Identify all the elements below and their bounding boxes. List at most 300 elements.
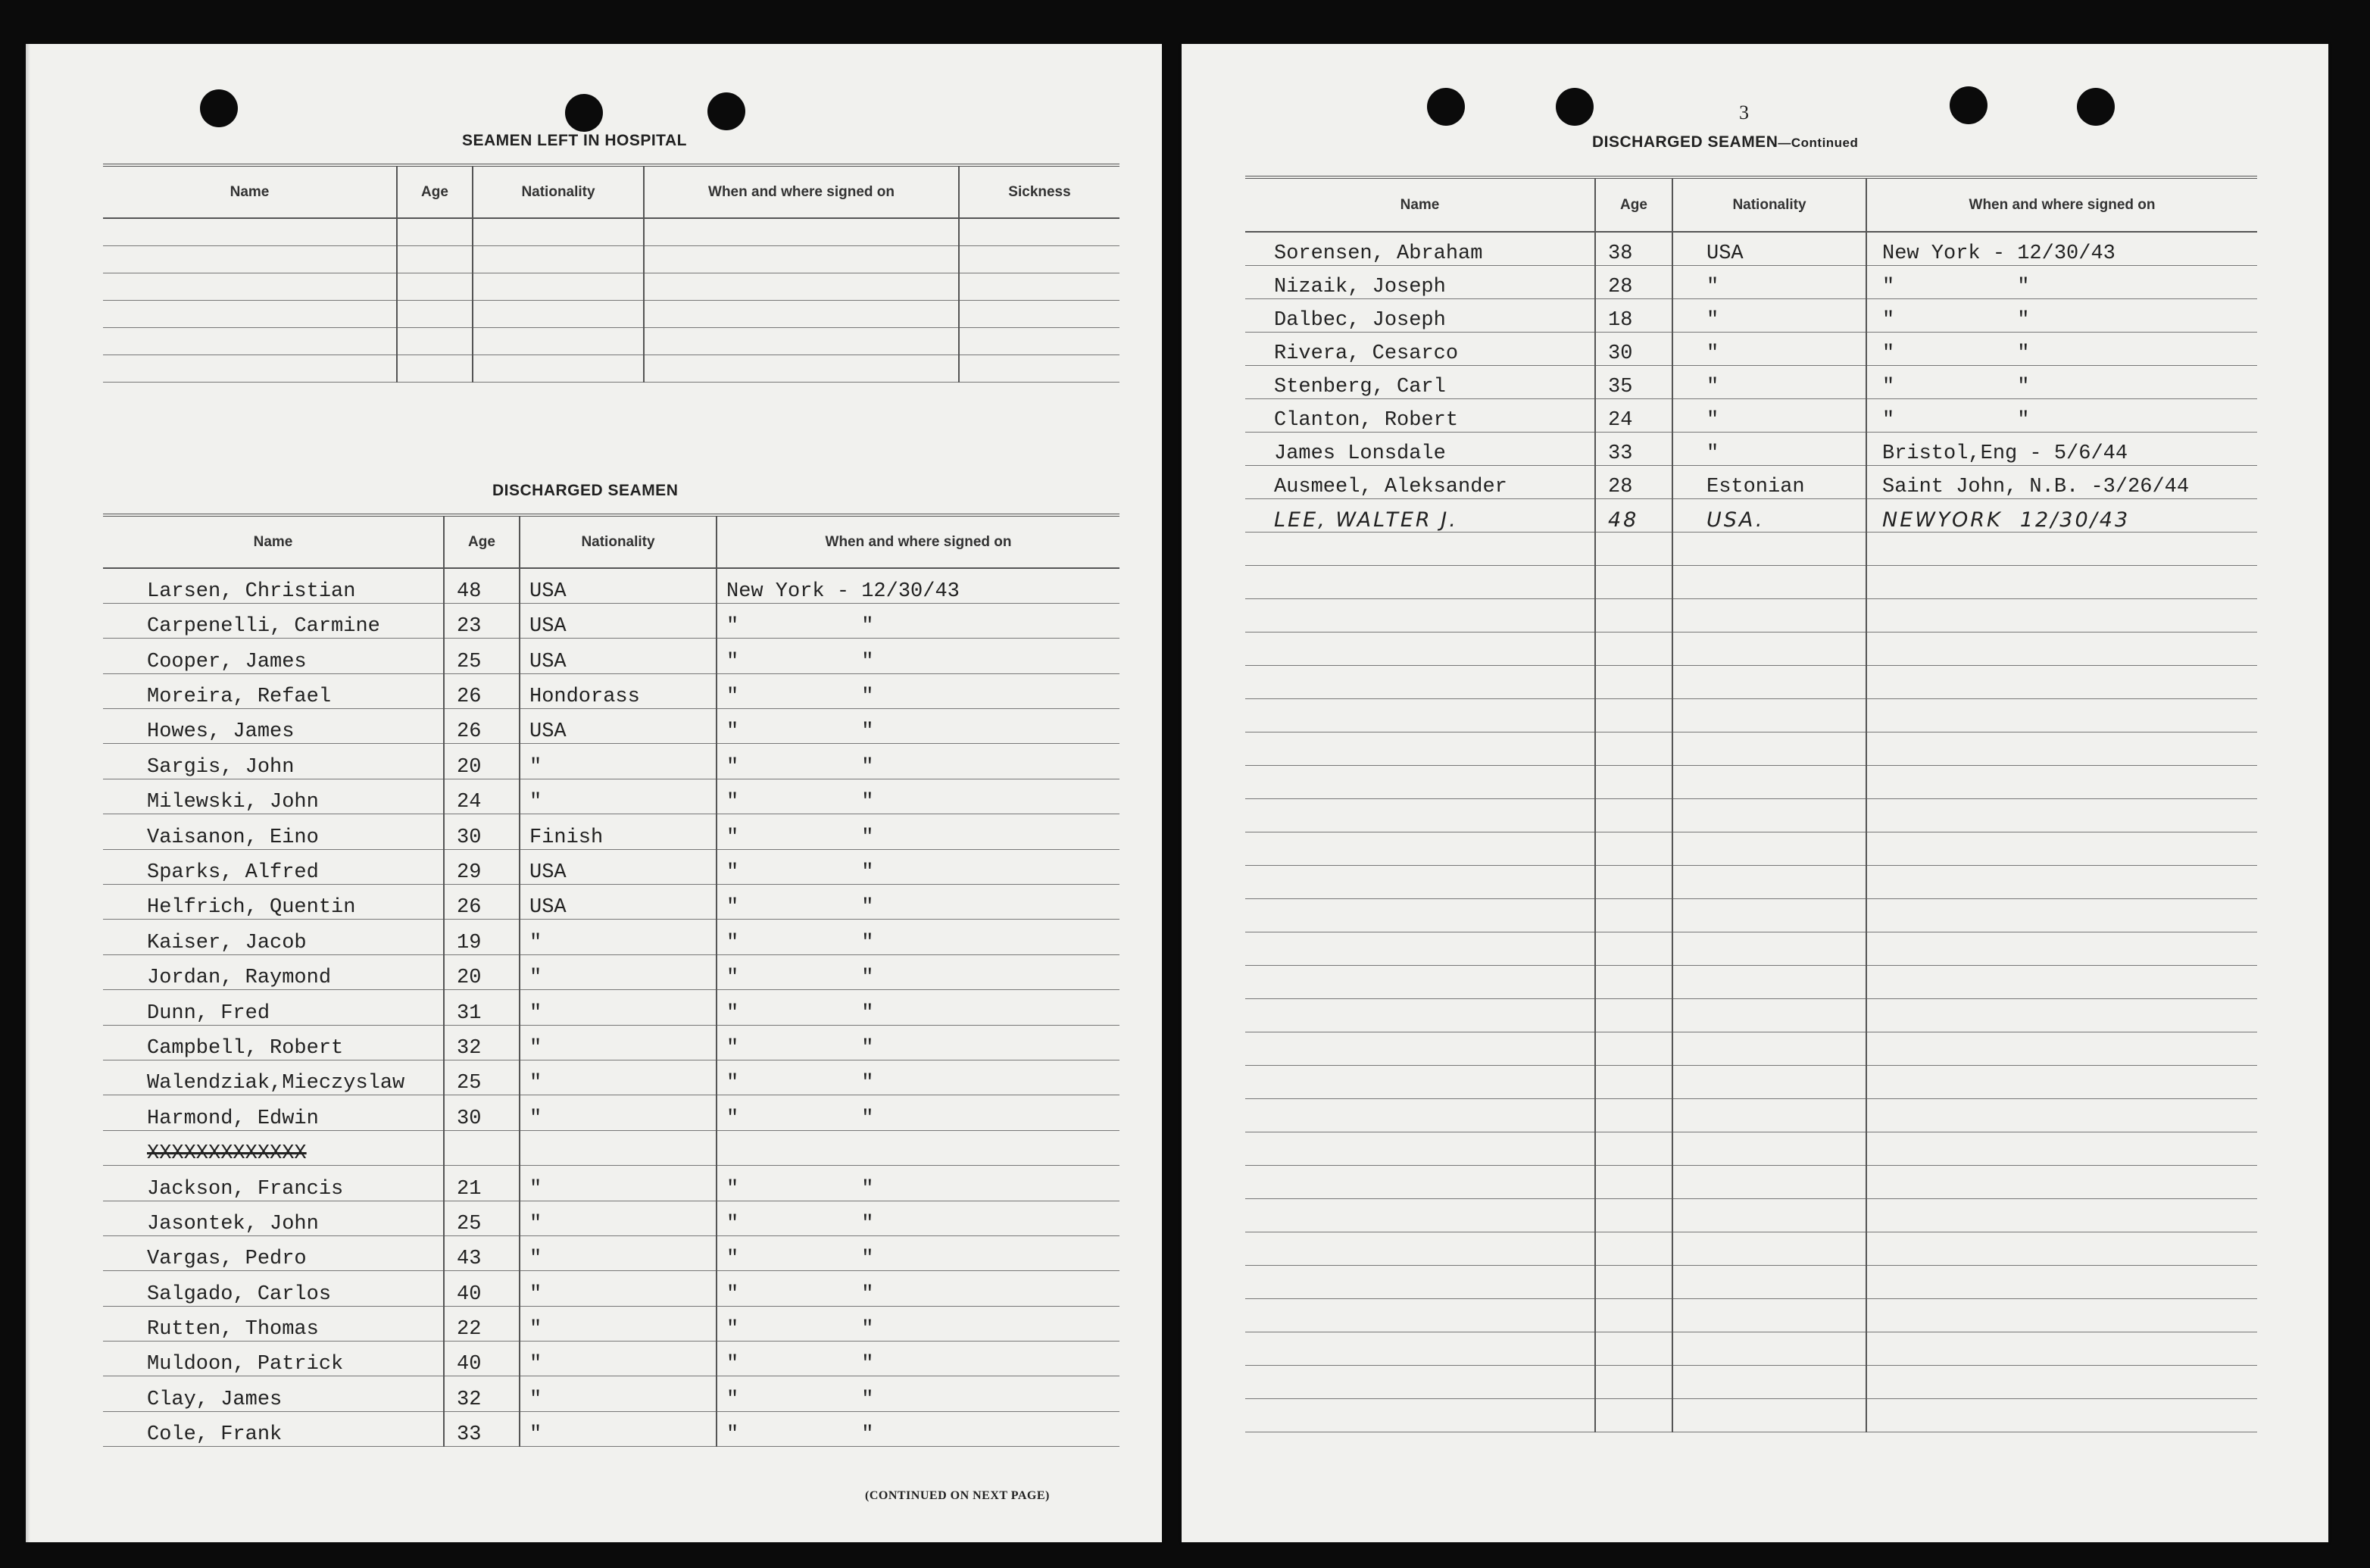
blank-row (1245, 1132, 2257, 1165)
seaman-row (103, 639, 1119, 673)
blank-cell (1672, 965, 1866, 998)
title-suffix: —Continued (1778, 136, 1859, 150)
blank-cell (1245, 1265, 1595, 1298)
seaman-signed-on: " " (1866, 365, 2257, 398)
blank-cell (1595, 1032, 1672, 1065)
blank-cell (473, 300, 644, 327)
blank-cell (1672, 1198, 1866, 1232)
blank-cell (1595, 1265, 1672, 1298)
blank-cell (1245, 965, 1595, 998)
seaman-signed-on: Saint John, N.B. -3/26/44 (1866, 465, 2257, 498)
seaman-age: 31 (444, 990, 520, 1025)
seaman-nationality: " (1672, 332, 1866, 365)
blank-cell (1245, 998, 1595, 1032)
blank-cell (1672, 665, 1866, 698)
seaman-name: Stenberg, Carl (1245, 365, 1595, 398)
seaman-row (1245, 365, 2257, 398)
seaman-age: 40 (444, 1342, 520, 1376)
blank-row (1245, 598, 2257, 632)
seaman-name: Walendziak,Mieczyslaw (103, 1060, 444, 1095)
seaman-nationality: " (1672, 298, 1866, 332)
seaman-signed-on: " " (717, 1411, 1119, 1446)
seaman-nationality (520, 1130, 717, 1165)
seaman-signed-on: " " (1866, 332, 2257, 365)
blank-cell (1245, 698, 1595, 732)
seaman-nationality: USA (520, 639, 717, 673)
seaman-row (103, 1342, 1119, 1376)
blank-cell (1866, 1232, 2257, 1265)
blank-cell (1866, 1332, 2257, 1365)
seaman-nationality: " (520, 1060, 717, 1095)
column-header: Age (397, 165, 473, 218)
seaman-name: Howes, James (103, 709, 444, 744)
blank-cell (1595, 932, 1672, 965)
seaman-signed-on: " " (1866, 265, 2257, 298)
seaman-signed-on: " " (717, 1342, 1119, 1376)
blank-cell (397, 273, 473, 300)
blank-cell (1595, 998, 1672, 1032)
blank-row (1245, 1298, 2257, 1332)
seaman-nationality: " (520, 1235, 717, 1270)
seaman-nationality: " (520, 779, 717, 814)
blank-cell (959, 355, 1119, 382)
seaman-age: 21 (444, 1166, 520, 1201)
blank-cell (1672, 798, 1866, 832)
seaman-nationality: " (1672, 265, 1866, 298)
page-edge (26, 44, 30, 1542)
seaman-name: Rivera, Cesarco (1245, 332, 1595, 365)
blank-cell (1866, 865, 2257, 898)
continued-note: (CONTINUED ON NEXT PAGE) (865, 1489, 1050, 1502)
seaman-row (103, 744, 1119, 779)
blank-cell (1866, 1032, 2257, 1065)
seaman-name: Ausmeel, Aleksander (1245, 465, 1595, 498)
blank-cell (959, 300, 1119, 327)
discharged-section-title: DISCHARGED SEAMEN (492, 482, 679, 499)
seaman-age (444, 1130, 520, 1165)
hospital-blank-row (103, 218, 1119, 245)
seaman-name: Salgado, Carlos (103, 1271, 444, 1306)
hospital-table (103, 164, 1119, 383)
seaman-nationality: USA (1672, 232, 1866, 265)
blank-cell (473, 355, 644, 382)
blank-cell (1595, 1198, 1672, 1232)
blank-cell (1866, 1098, 2257, 1132)
blank-row (1245, 1398, 2257, 1432)
seaman-age: 25 (444, 1201, 520, 1235)
seaman-age: 26 (444, 673, 520, 708)
seaman-row (1245, 498, 2257, 532)
seaman-signed-on: " " (717, 603, 1119, 638)
blank-cell (1672, 698, 1866, 732)
seaman-row (103, 954, 1119, 989)
seaman-nationality: USA (520, 849, 717, 884)
seaman-signed-on: " " (717, 885, 1119, 920)
blank-row (1245, 565, 2257, 598)
seaman-nationality: Hondorass (520, 673, 717, 708)
seaman-row (103, 814, 1119, 849)
seaman-age: 20 (444, 954, 520, 989)
seaman-signed-on: " " (717, 1201, 1119, 1235)
seaman-age: 19 (444, 920, 520, 954)
discharged-header-row (1245, 177, 2257, 232)
seaman-name: Rutten, Thomas (103, 1306, 444, 1341)
blank-cell (397, 300, 473, 327)
seaman-name: Jackson, Francis (103, 1166, 444, 1201)
seaman-row (1245, 332, 2257, 365)
blank-cell (1595, 1098, 1672, 1132)
blank-row (1245, 998, 2257, 1032)
blank-cell (103, 355, 397, 382)
hospital-blank-row (103, 327, 1119, 355)
blank-cell (397, 245, 473, 273)
blank-cell (1866, 698, 2257, 732)
blank-cell (1595, 565, 1672, 598)
hospital-blank-row (103, 300, 1119, 327)
seaman-name: Vargas, Pedro (103, 1235, 444, 1270)
seaman-row (103, 885, 1119, 920)
seaman-nationality: Estonian (1672, 465, 1866, 498)
blank-cell (1595, 1065, 1672, 1098)
blank-row (1245, 1265, 2257, 1298)
seaman-signed-on: " " (717, 639, 1119, 673)
blank-cell (1672, 532, 1866, 565)
blank-cell (1595, 1232, 1672, 1265)
blank-cell (1866, 832, 2257, 865)
blank-cell (1245, 665, 1595, 698)
seaman-nationality: " (1672, 365, 1866, 398)
blank-cell (1245, 598, 1595, 632)
seaman-age: 33 (1595, 432, 1672, 465)
seaman-signed-on: " " (717, 1271, 1119, 1306)
blank-row (1245, 1198, 2257, 1232)
seaman-nationality: USA. (1672, 498, 1866, 532)
column-header: Nationality (1672, 177, 1866, 232)
seaman-name: Cole, Frank (103, 1411, 444, 1446)
seaman-row (103, 849, 1119, 884)
seaman-row (1245, 432, 2257, 465)
blank-cell (1672, 1265, 1866, 1298)
blank-cell (1672, 765, 1866, 798)
blank-cell (1245, 798, 1595, 832)
blank-cell (1595, 1332, 1672, 1365)
blank-cell (1595, 1365, 1672, 1398)
blank-cell (959, 273, 1119, 300)
blank-cell (1672, 565, 1866, 598)
blank-cell (473, 218, 644, 245)
seaman-nationality: " (520, 744, 717, 779)
seaman-name: Campbell, Robert (103, 1025, 444, 1060)
blank-cell (1595, 865, 1672, 898)
blank-cell (1866, 732, 2257, 765)
blank-row (1245, 1098, 2257, 1132)
blank-cell (1245, 1298, 1595, 1332)
seaman-nationality: " (520, 1201, 717, 1235)
blank-cell (1672, 898, 1866, 932)
blank-cell (1866, 665, 2257, 698)
hospital-section-title: SEAMEN LEFT IN HOSPITAL (462, 132, 687, 149)
blank-cell (473, 273, 644, 300)
column-header: Nationality (473, 165, 644, 218)
blank-cell (1866, 798, 2257, 832)
blank-cell (1245, 1098, 1595, 1132)
column-header: Name (103, 165, 397, 218)
blank-row (1245, 765, 2257, 798)
seaman-age: 30 (1595, 332, 1672, 365)
seaman-row (1245, 298, 2257, 332)
blank-cell (1672, 1032, 1866, 1065)
blank-row (1245, 1065, 2257, 1098)
seaman-nationality: Finish (520, 814, 717, 849)
blank-cell (1672, 1132, 1866, 1165)
seaman-age: 23 (444, 603, 520, 638)
blank-cell (1672, 632, 1866, 665)
seaman-name: Sparks, Alfred (103, 849, 444, 884)
blank-row (1245, 932, 2257, 965)
blank-row (1245, 698, 2257, 732)
discharged-table-right (1245, 176, 2257, 1432)
seaman-age: 28 (1595, 465, 1672, 498)
blank-cell (1866, 965, 2257, 998)
blank-cell (1672, 1232, 1866, 1265)
seaman-name: Sargis, John (103, 744, 444, 779)
binder-hole (1950, 86, 1987, 124)
seaman-row (103, 990, 1119, 1025)
seaman-age: 38 (1595, 232, 1672, 265)
blank-row (1245, 798, 2257, 832)
seaman-row (103, 603, 1119, 638)
seaman-row (103, 1306, 1119, 1341)
seaman-signed-on: " " (717, 1095, 1119, 1130)
seaman-signed-on: " " (717, 1306, 1119, 1341)
blank-cell (1866, 898, 2257, 932)
seaman-age: 33 (444, 1411, 520, 1446)
seaman-name: Dalbec, Joseph (1245, 298, 1595, 332)
blank-cell (1245, 1165, 1595, 1198)
discharged-table-left (103, 514, 1119, 1447)
seaman-name: XXXXXXXXXXXXX (103, 1130, 444, 1165)
seaman-age: 29 (444, 849, 520, 884)
blank-cell (1595, 1132, 1672, 1165)
seaman-name: Clay, James (103, 1376, 444, 1411)
blank-row (1245, 1165, 2257, 1198)
blank-row (1245, 965, 2257, 998)
seaman-signed-on: " " (717, 1166, 1119, 1201)
seaman-age: 48 (444, 568, 520, 603)
blank-cell (1595, 732, 1672, 765)
seaman-nationality: USA (520, 709, 717, 744)
seaman-nationality: " (520, 1166, 717, 1201)
seaman-row (103, 1201, 1119, 1235)
seaman-signed-on: New York - 12/30/43 (1866, 232, 2257, 265)
seaman-row (1245, 265, 2257, 298)
column-header: Nationality (520, 515, 717, 568)
blank-cell (1245, 865, 1595, 898)
blank-cell (1245, 1232, 1595, 1265)
seaman-row (1245, 465, 2257, 498)
seaman-signed-on: New York - 12/30/43 (717, 568, 1119, 603)
seaman-signed-on: " " (717, 954, 1119, 989)
blank-cell (1595, 532, 1672, 565)
seaman-name: Dunn, Fred (103, 990, 444, 1025)
blank-cell (103, 300, 397, 327)
blank-cell (1672, 932, 1866, 965)
column-header: When and where signed on (644, 165, 959, 218)
right-page (1182, 44, 2328, 1542)
seaman-row (1245, 398, 2257, 432)
hospital-header-row (103, 165, 1119, 218)
blank-cell (1866, 565, 2257, 598)
seaman-row (103, 1235, 1119, 1270)
blank-cell (1595, 1398, 1672, 1432)
blank-row (1245, 865, 2257, 898)
seaman-age: 26 (444, 709, 520, 744)
blank-cell (1672, 1332, 1866, 1365)
seaman-age: 18 (1595, 298, 1672, 332)
blank-cell (959, 245, 1119, 273)
discharged-continued-title (1592, 133, 1858, 151)
seaman-name: Cooper, James (103, 639, 444, 673)
blank-cell (1595, 1298, 1672, 1332)
seaman-signed-on: NEWYORK 12/30/43 (1866, 498, 2257, 532)
blank-cell (1245, 765, 1595, 798)
blank-cell (1245, 1332, 1595, 1365)
seaman-row (103, 779, 1119, 814)
blank-cell (103, 327, 397, 355)
blank-cell (1672, 1165, 1866, 1198)
blank-cell (1245, 898, 1595, 932)
seaman-age: 32 (444, 1025, 520, 1060)
seaman-signed-on: " " (1866, 398, 2257, 432)
seaman-nationality: " (520, 1342, 717, 1376)
seaman-nationality: " (520, 1025, 717, 1060)
seaman-row (103, 1411, 1119, 1446)
seaman-name: Harmond, Edwin (103, 1095, 444, 1130)
blank-cell (1866, 1298, 2257, 1332)
blank-cell (1595, 798, 1672, 832)
seaman-row (103, 673, 1119, 708)
seaman-nationality: " (520, 1306, 717, 1341)
blank-cell (1245, 932, 1595, 965)
seaman-signed-on: " " (717, 709, 1119, 744)
column-header: Name (103, 515, 444, 568)
blank-cell (1866, 1265, 2257, 1298)
binder-hole (200, 89, 238, 127)
blank-row (1245, 898, 2257, 932)
blank-cell (1245, 1065, 1595, 1098)
seaman-signed-on: " " (717, 1060, 1119, 1095)
blank-cell (1245, 1032, 1595, 1065)
seaman-nationality: " (520, 990, 717, 1025)
blank-cell (103, 273, 397, 300)
blank-cell (1245, 1198, 1595, 1232)
blank-cell (1672, 832, 1866, 865)
blank-cell (397, 327, 473, 355)
blank-cell (1595, 898, 1672, 932)
blank-cell (1672, 1098, 1866, 1132)
seaman-name: Nizaik, Joseph (1245, 265, 1595, 298)
blank-cell (1866, 1132, 2257, 1165)
seaman-age: 24 (444, 779, 520, 814)
seaman-signed-on: " " (717, 814, 1119, 849)
seaman-age: 30 (444, 814, 520, 849)
column-header: When and where signed on (717, 515, 1119, 568)
blank-cell (1866, 1365, 2257, 1398)
seaman-signed-on: " " (717, 920, 1119, 954)
blank-cell (644, 273, 959, 300)
seaman-age: 30 (444, 1095, 520, 1130)
seaman-row (103, 1166, 1119, 1201)
blank-cell (1595, 598, 1672, 632)
blank-cell (644, 355, 959, 382)
blank-cell (473, 245, 644, 273)
binder-hole (565, 94, 603, 132)
binder-hole (1427, 88, 1465, 126)
hospital-table-body (103, 218, 1119, 382)
blank-cell (473, 327, 644, 355)
seaman-signed-on: " " (717, 990, 1119, 1025)
blank-cell (1866, 532, 2257, 565)
hospital-blank-row (103, 245, 1119, 273)
seaman-row (103, 1095, 1119, 1130)
seaman-age: 32 (444, 1376, 520, 1411)
blank-cell (1595, 632, 1672, 665)
blank-row (1245, 632, 2257, 665)
seaman-name: Jordan, Raymond (103, 954, 444, 989)
blank-cell (1866, 632, 2257, 665)
blank-cell (1245, 565, 1595, 598)
seaman-age: 22 (444, 1306, 520, 1341)
blank-cell (1595, 698, 1672, 732)
hospital-blank-row (103, 355, 1119, 382)
blank-cell (1866, 1198, 2257, 1232)
column-header: Age (1595, 177, 1672, 232)
blank-cell (1595, 832, 1672, 865)
blank-cell (1245, 1398, 1595, 1432)
seaman-age: 24 (1595, 398, 1672, 432)
seaman-name: James Lonsdale (1245, 432, 1595, 465)
blank-cell (397, 355, 473, 382)
seaman-row (103, 709, 1119, 744)
binder-hole (2077, 88, 2115, 126)
seaman-nationality: " (520, 1411, 717, 1446)
seaman-signed-on: " " (717, 779, 1119, 814)
seaman-signed-on: " " (717, 1376, 1119, 1411)
blank-cell (1245, 532, 1595, 565)
blank-cell (1595, 765, 1672, 798)
blank-cell (959, 327, 1119, 355)
seaman-name: Muldoon, Patrick (103, 1342, 444, 1376)
discharged-table-body (1245, 232, 2257, 1432)
binder-hole (1556, 88, 1594, 126)
blank-cell (644, 327, 959, 355)
seaman-name: Milewski, John (103, 779, 444, 814)
blank-cell (103, 245, 397, 273)
seaman-row (103, 1060, 1119, 1095)
seaman-row (103, 1025, 1119, 1060)
seaman-name: Larsen, Christian (103, 568, 444, 603)
seaman-nationality: " (520, 920, 717, 954)
blank-cell (1595, 965, 1672, 998)
seaman-name: Helfrich, Quentin (103, 885, 444, 920)
seaman-nationality: " (1672, 432, 1866, 465)
blank-cell (1672, 1365, 1866, 1398)
binder-hole (707, 92, 745, 130)
blank-cell (1866, 1165, 2257, 1198)
blank-cell (1245, 732, 1595, 765)
blank-cell (1866, 765, 2257, 798)
seaman-nationality: " (520, 1376, 717, 1411)
